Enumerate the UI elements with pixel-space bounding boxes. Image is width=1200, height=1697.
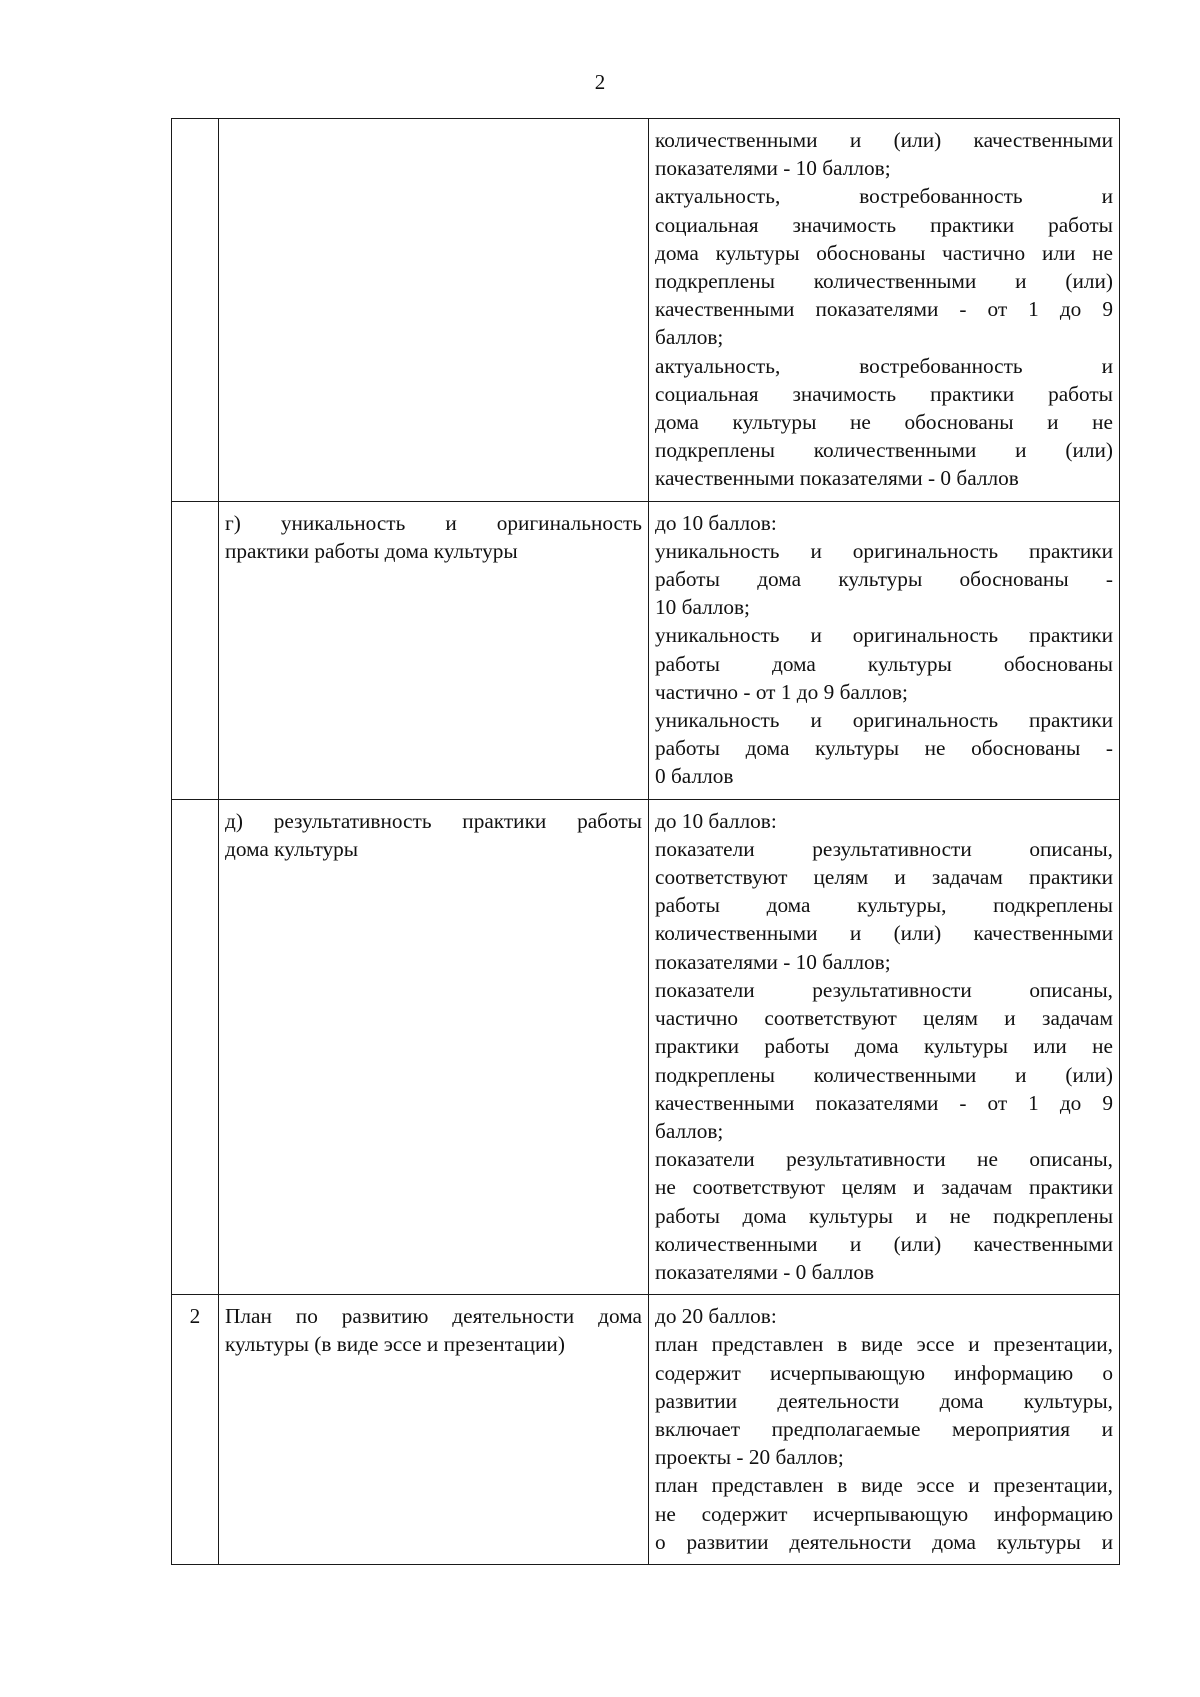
- table-row: [172, 799, 1120, 1294]
- text-line: качественными показателями - от 1 до 9: [655, 297, 1113, 322]
- text-line: актуальность, востребованность и: [655, 184, 1113, 209]
- scoring-paragraph: [655, 509, 1113, 537]
- text-line: уникальность и оригинальность практики: [655, 538, 1113, 563]
- scoring-paragraph: [655, 835, 1113, 976]
- row-number-cell: 2: [172, 1295, 219, 1565]
- row-number-cell: [172, 119, 219, 502]
- criteria-table: [171, 118, 1120, 1565]
- scoring-paragraph: [655, 1145, 1113, 1286]
- text-line: дома культуры: [225, 836, 359, 861]
- text-line: до 20 баллов:: [655, 1304, 777, 1329]
- text-line: г) уникальность и оригинальность: [225, 510, 642, 535]
- text-line: баллов;: [655, 325, 724, 350]
- text-line: количественными и (или) качественными: [655, 1231, 1113, 1256]
- text-line: практики работы дома культуры или не: [655, 1034, 1113, 1059]
- text-line: работы дома культуры, подкреплены: [655, 893, 1113, 918]
- text-line: социальная значимость практики работы: [655, 381, 1113, 406]
- text-line: показателями - 0 баллов: [655, 1259, 875, 1284]
- row-number-cell: [172, 501, 219, 799]
- text-line: включает предполагаемые мероприятия и: [655, 1416, 1113, 1441]
- text-line: План по развитию деятельности дома: [225, 1304, 642, 1329]
- scoring-paragraph: [655, 807, 1113, 835]
- text-line: дома культуры не обоснованы и не: [655, 410, 1113, 435]
- scoring-paragraph: [655, 976, 1113, 1145]
- text-line: о развитии деятельности дома культуры и: [655, 1529, 1113, 1554]
- text-line: практики работы дома культуры: [225, 538, 518, 563]
- table-row: [172, 501, 1120, 799]
- scoring-paragraph: [655, 1330, 1113, 1471]
- scoring-paragraph: [655, 706, 1113, 791]
- criterion-cell: [219, 799, 649, 1294]
- text-line: д) результативность практики работы: [225, 808, 642, 833]
- scoring-paragraph: [655, 1302, 1113, 1330]
- text-line: показатели результативности описаны,: [655, 977, 1113, 1002]
- scoring-cell: [649, 119, 1120, 502]
- criteria-table-body: [172, 119, 1120, 1565]
- text-line: частично - от 1 до 9 баллов;: [655, 679, 908, 704]
- scoring-cell: [649, 799, 1120, 1294]
- text-line: количественными и (или) качественными: [655, 921, 1113, 946]
- scoring-cell: [649, 1295, 1120, 1565]
- table-row: [172, 1295, 1120, 1565]
- text-line: баллов;: [655, 1118, 724, 1143]
- scoring-paragraph: [655, 352, 1113, 493]
- text-line: содержит исчерпывающую информацию о: [655, 1360, 1113, 1385]
- text-line: работы дома культуры обоснованы -: [655, 567, 1113, 592]
- text-line: 0 баллов: [655, 764, 734, 789]
- scoring-paragraph: [655, 126, 1113, 182]
- text-line: работы дома культуры и не подкреплены: [655, 1203, 1113, 1228]
- text-line: план представлен в виде эссе и презентации,: [655, 1332, 1113, 1357]
- criterion-cell: [219, 119, 649, 502]
- scoring-paragraph: [655, 537, 1113, 622]
- text-line: работы дома культуры обоснованы: [655, 651, 1113, 676]
- text-line: план представлен в виде эссе и презентации,: [655, 1473, 1113, 1498]
- scoring-paragraph: [655, 182, 1113, 351]
- text-line: показателями - 10 баллов;: [655, 949, 891, 974]
- text-line: подкреплены количественными и (или): [655, 1062, 1113, 1087]
- page-number: 2: [594, 70, 606, 94]
- text-line: подкреплены количественными и (или): [655, 438, 1113, 463]
- text-line: проекты - 20 баллов;: [655, 1445, 844, 1470]
- text-line: соответствуют целям и задачам практики: [655, 865, 1113, 890]
- text-line: частично соответствуют целям и задачам: [655, 1006, 1113, 1031]
- text-line: уникальность и оригинальность практики: [655, 623, 1113, 648]
- text-line: актуальность, востребованность и: [655, 353, 1113, 378]
- text-line: подкреплены количественными и (или): [655, 269, 1113, 294]
- text-line: не содержит исчерпывающую информацию: [655, 1501, 1113, 1526]
- scoring-paragraph: [655, 1471, 1113, 1556]
- text-line: до 10 баллов:: [655, 510, 777, 535]
- text-line: до 10 баллов:: [655, 808, 777, 833]
- row-number-cell: [172, 799, 219, 1294]
- text-line: показателями - 10 баллов;: [655, 156, 891, 181]
- text-line: работы дома культуры не обоснованы -: [655, 736, 1113, 761]
- text-line: 10 баллов;: [655, 595, 750, 620]
- text-line: социальная значимость практики работы: [655, 212, 1113, 237]
- text-line: уникальность и оригинальность практики: [655, 708, 1113, 733]
- criterion-cell: [219, 1295, 649, 1565]
- scoring-cell: [649, 501, 1120, 799]
- text-line: количественными и (или) качественными: [655, 128, 1113, 152]
- text-line: не соответствуют целям и задачам практики: [655, 1175, 1113, 1200]
- text-line: качественными показателями - от 1 до 9: [655, 1090, 1113, 1115]
- table-row: [172, 119, 1120, 502]
- scoring-paragraph: [655, 621, 1113, 706]
- text-line: дома культуры обоснованы частично или не: [655, 240, 1113, 265]
- text-line: развитии деятельности дома культуры,: [655, 1388, 1113, 1413]
- text-line: качественными показателями - 0 баллов: [655, 466, 1019, 491]
- text-line: показатели результативности не описаны,: [655, 1147, 1113, 1172]
- criterion-cell: [219, 501, 649, 799]
- text-line: культуры (в виде эссе и презентации): [225, 1332, 565, 1357]
- text-line: показатели результативности описаны,: [655, 836, 1113, 861]
